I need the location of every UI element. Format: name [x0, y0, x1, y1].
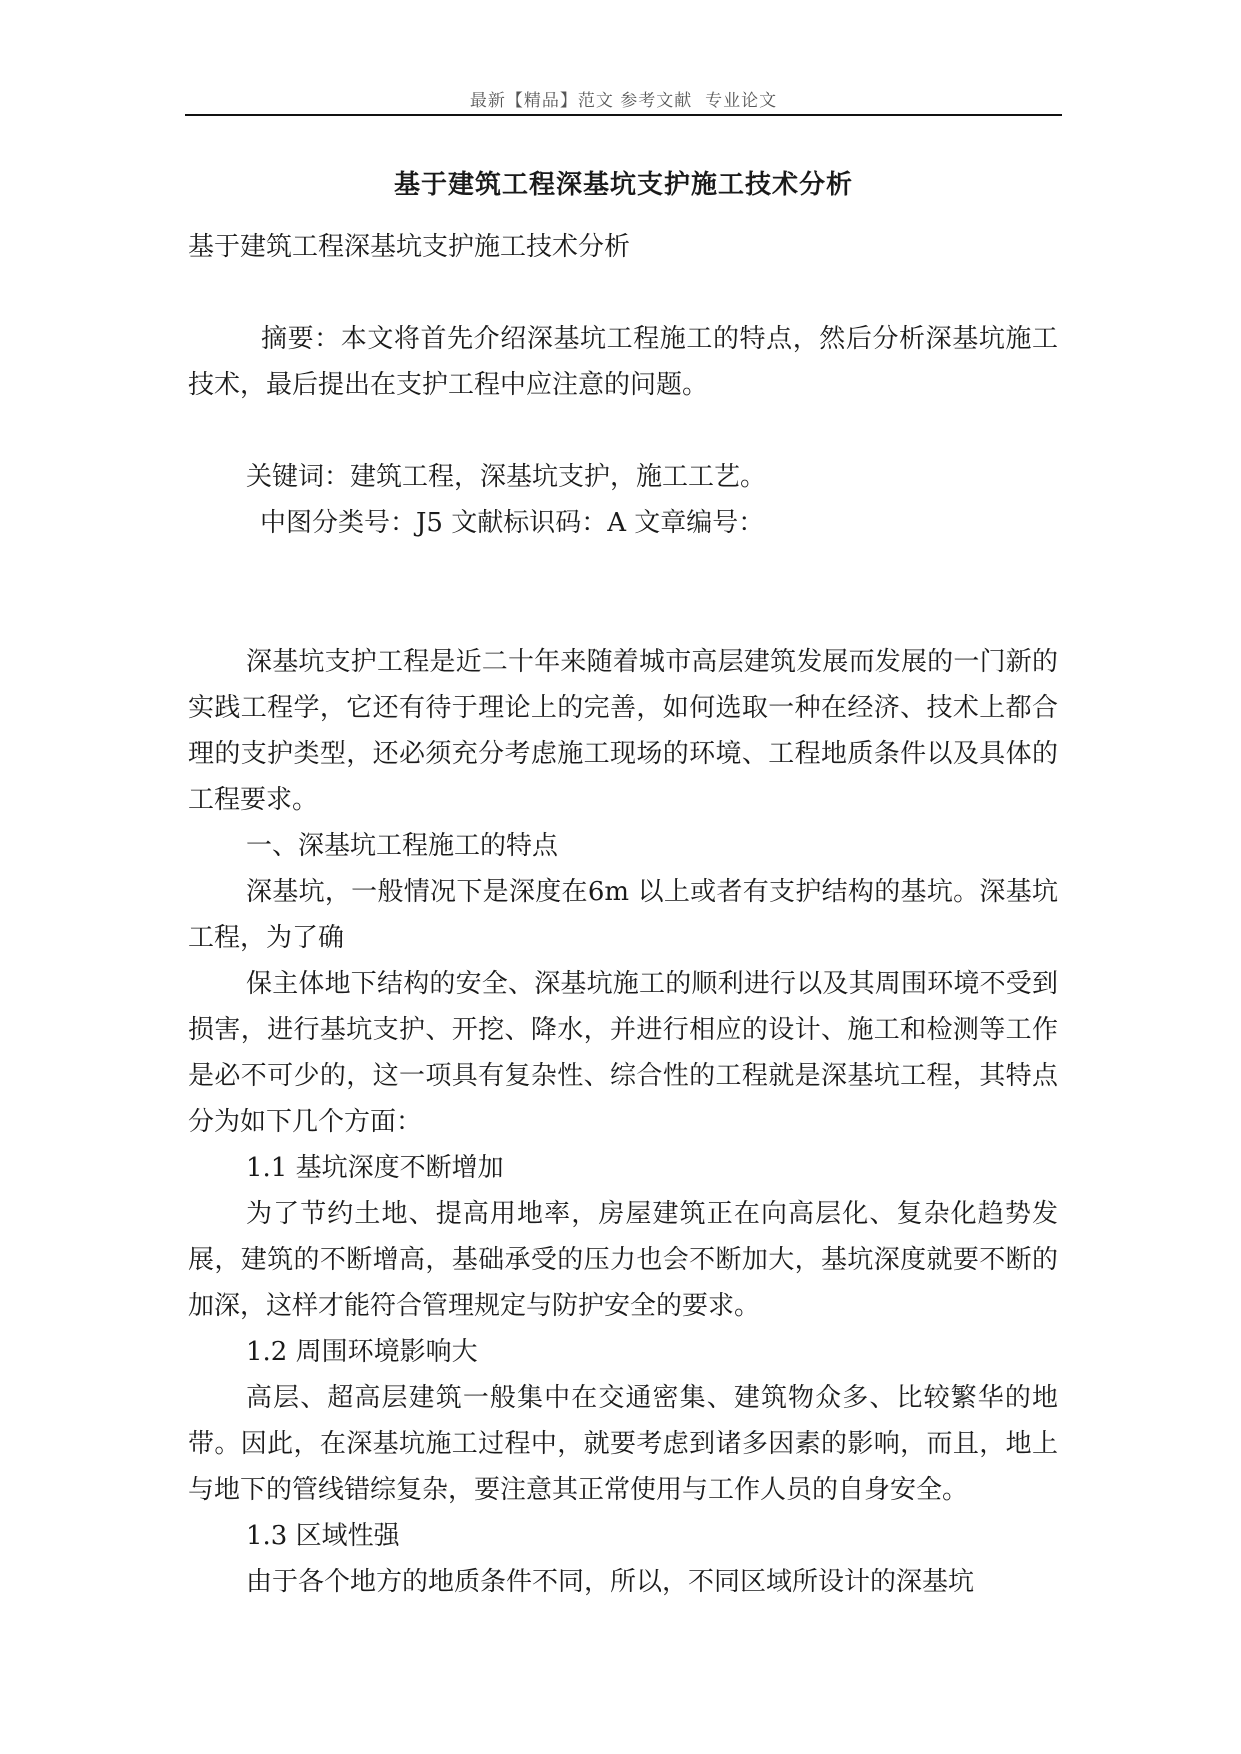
paragraph: 保主体地下结构的安全、深基坑施工的顺利进行以及其周围环境不受到损害，进行基坑支护、开挖、降水，并进行相应的设计、施工和检测等工作是必不可少的，这一项具有复杂性、综合性的工程就是深基坑工程，其特点分为如下几个方面：	[188, 969, 1058, 1137]
keywords: 关键词：建筑工程，深基坑支护，施工工艺。	[246, 462, 767, 492]
document-title: 基于建筑工程深基坑支护施工技术分析	[393, 170, 853, 200]
document-subtitle: 基于建筑工程深基坑支护施工技术分析	[188, 232, 631, 262]
paragraph: 深基坑，一般情况下是深度在6m 以上或者有支护结构的基坑。深基坑工程，为了确	[188, 877, 1058, 953]
document-body	[188, 224, 1058, 1605]
paragraph: 为了节约土地、提高用地率，房屋建筑正在向高层化、复杂化趋势发展，建筑的不断增高，基础承受的压力也会不断加大，基坑深度就要不断的加深，这样才能符合管理规定与防护安全的要求。	[188, 1199, 1058, 1321]
paragraph: 深基坑支护工程是近二十年来随着城市高层建筑发展而发展的一门新的实践工程学，它还有待于理论上的完善，如何选取一种在经济、技术上都合理的支护类型，还必须充分考虑施工现场的环境、工程地质条件以及具体的工程要求。	[188, 647, 1058, 815]
paragraph: 由于各个地方的地质条件不同，所以，不同区域所设计的深基坑	[246, 1567, 975, 1597]
classification-line: 中图分类号：J5 文献标识码：A 文章编号：	[260, 508, 765, 538]
section-heading: 一、深基坑工程施工的特点	[246, 831, 559, 861]
abstract: 摘要：本文将首先介绍深基坑工程施工的特点，然后分析深基坑施工技术，最后提出在支护工程中应注意的问题。	[188, 324, 1058, 400]
header-divider	[185, 114, 1062, 116]
paragraph: 高层、超高层建筑一般集中在交通密集、建筑物众多、比较繁华的地带。因此，在深基坑施工过程中，就要考虑到诸多因素的影响，而且，地上与地下的管线错综复杂，要注意其正常使用与工作人员的自身安全。	[188, 1383, 1058, 1505]
subsection-heading: 1.1 基坑深度不断增加	[246, 1153, 504, 1183]
subsection-heading: 1.3 区域性强	[246, 1521, 400, 1551]
running-header: 最新【精品】范文 参考文献 专业论文	[469, 91, 778, 111]
subsection-heading: 1.2 周围环境影响大	[246, 1337, 478, 1367]
